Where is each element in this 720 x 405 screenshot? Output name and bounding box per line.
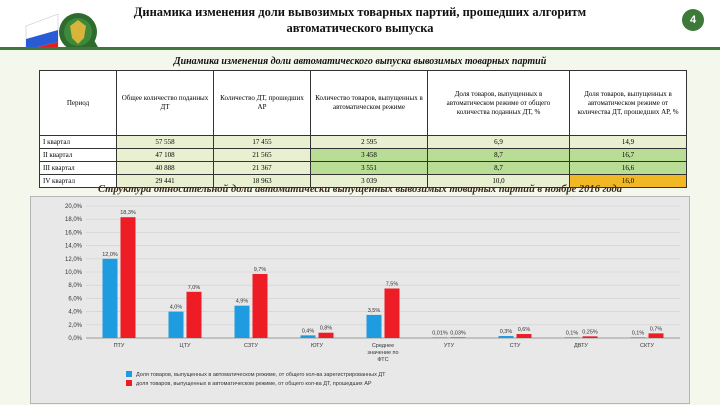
table-header-cell: Период xyxy=(40,71,117,136)
table-cell: 40 888 xyxy=(117,162,214,175)
table-cell-period: IV квартал xyxy=(40,175,117,188)
bar-blue xyxy=(433,337,448,338)
y-tick-label: 18,0% xyxy=(64,217,82,224)
slide-title xyxy=(120,4,600,36)
x-tick-label: ЮТУ xyxy=(310,343,324,349)
data-label: 0,3% xyxy=(499,329,513,336)
table-header-cell: Доля товаров, выпущенных в автоматическом режиме от количества ДТ, прошедших АР, % xyxy=(570,71,687,136)
table-cell: 6,9 xyxy=(428,136,570,149)
table-cell: 14,9 xyxy=(570,136,687,149)
legend-swatch xyxy=(126,380,132,386)
table-cell-period: II квартал xyxy=(40,149,117,162)
bar-blue xyxy=(367,315,382,338)
page-number-badge: 4 xyxy=(682,9,704,31)
data-label: 7,5% xyxy=(385,281,399,288)
data-label: 18,3% xyxy=(120,210,136,217)
x-tick-label: Среднее xyxy=(371,343,395,349)
y-tick-label: 10,0% xyxy=(64,270,82,276)
table-cell-period: III квартал xyxy=(40,162,117,175)
table-title: Динамика изменения доли автоматического выпуска вывозимых товарных партий xyxy=(173,56,547,67)
slide-header xyxy=(0,0,720,50)
table-cell: 16,0 xyxy=(570,175,687,188)
x-tick-label: ПТУ xyxy=(113,343,125,349)
table-cell: 3 551 xyxy=(311,162,428,175)
data-label: 0,01% xyxy=(432,330,448,337)
table-header-cell: Количество ДТ, прошедших АР xyxy=(214,71,311,136)
x-tick-label: СЗТУ xyxy=(244,343,258,349)
x-tick-label: УТУ xyxy=(443,343,455,349)
bar-blue xyxy=(235,306,250,338)
table-row xyxy=(40,136,687,149)
table-cell: 47 108 xyxy=(117,149,214,162)
table-header-row xyxy=(40,71,687,136)
bar-red xyxy=(187,292,202,338)
bar-red xyxy=(121,217,136,338)
legend-label: Доля товаров, выпущенных в автоматическом режиме, от общего кол-ва зарегистрированных ДТ xyxy=(136,372,386,378)
y-tick-label: 0,0% xyxy=(68,336,82,342)
data-label: 0,25% xyxy=(582,329,598,336)
table-cell: 8,7 xyxy=(428,149,570,162)
x-tick-label: значение по xyxy=(367,350,399,356)
bar-blue xyxy=(499,336,514,338)
quarterly-table xyxy=(39,70,687,188)
bar-blue xyxy=(169,312,184,338)
bar-blue xyxy=(103,259,118,338)
table-cell: 3 458 xyxy=(311,149,428,162)
bar-red xyxy=(451,337,466,338)
table-cell: 10,0 xyxy=(428,175,570,188)
slide-title-line1: Динамика изменения доли вывозимых товарных партий, прошедших алгоритм xyxy=(133,5,587,19)
data-label: 0,1% xyxy=(631,330,645,337)
bar-chart xyxy=(30,196,688,402)
data-label: 12,0% xyxy=(102,251,118,258)
x-tick-label: ЦТУ xyxy=(179,343,191,349)
y-tick-label: 6,0% xyxy=(68,296,82,303)
x-tick-label: ДВТУ xyxy=(574,343,588,349)
data-label: 9,7% xyxy=(253,266,267,273)
table-cell: 18 963 xyxy=(214,175,311,188)
bar-red xyxy=(319,333,334,338)
y-tick-label: 16,0% xyxy=(64,230,82,237)
bar-red xyxy=(385,289,400,339)
table-row xyxy=(40,149,687,162)
data-label: 0,4% xyxy=(301,328,315,335)
data-label: 7,0% xyxy=(187,284,201,291)
data-label: 0,6% xyxy=(517,327,531,334)
data-label: 3,5% xyxy=(367,307,381,314)
bar-red xyxy=(517,334,532,338)
data-label: 0,03% xyxy=(450,330,466,337)
table-cell: 21 565 xyxy=(214,149,311,162)
data-label: 0,7% xyxy=(649,326,663,333)
y-tick-label: 4,0% xyxy=(68,309,82,316)
bar-red xyxy=(583,336,598,338)
bar-blue xyxy=(301,335,316,338)
slide-title-line2: автоматического выпуска xyxy=(286,21,434,35)
table-cell: 57 558 xyxy=(117,136,214,149)
table-header-cell: Общее количество поданных ДТ xyxy=(117,71,214,136)
data-label: 0,1% xyxy=(565,330,579,337)
table-cell: 16,7 xyxy=(570,149,687,162)
y-tick-label: 2,0% xyxy=(68,322,82,329)
x-tick-label: СКТУ xyxy=(639,343,655,349)
y-tick-label: 12,0% xyxy=(64,256,82,263)
bar-blue xyxy=(565,337,580,338)
legend-label: доля товаров, выпущенных в автоматическом режиме, от общего кол-ва ДТ, прошедших АР xyxy=(136,381,372,387)
y-tick-label: 8,0% xyxy=(68,283,82,290)
table-header-cell: Доля товаров, выпущенных в автоматическом режиме от общего количества поданных ДТ, % xyxy=(428,71,570,136)
table-cell: 29 441 xyxy=(117,175,214,188)
bar-red xyxy=(253,274,268,338)
table-cell-period: I квартал xyxy=(40,136,117,149)
x-tick-label: СТУ xyxy=(509,343,521,349)
y-tick-label: 20,0% xyxy=(64,204,82,210)
legend-swatch xyxy=(126,371,132,377)
table-cell: 16,6 xyxy=(570,162,687,175)
table-cell: 3 039 xyxy=(311,175,428,188)
data-label: 0,8% xyxy=(319,325,333,332)
table-header-cell: Количество товаров, выпущенных в автоматическом режиме xyxy=(311,71,428,136)
table-cell: 21 367 xyxy=(214,162,311,175)
y-tick-label: 14,0% xyxy=(64,243,82,250)
x-tick-label: ФТС xyxy=(377,357,389,363)
bar-blue xyxy=(631,337,646,338)
chart-title: Структура относительной доли автоматически выпущенных вывозимых товарных партий в ноябре 2016 года xyxy=(98,184,622,195)
table-row xyxy=(40,162,687,175)
table-cell: 17 455 xyxy=(214,136,311,149)
table-cell: 2 595 xyxy=(311,136,428,149)
bar-red xyxy=(649,333,664,338)
data-label: 4,0% xyxy=(169,304,183,311)
data-label: 4,9% xyxy=(235,298,249,305)
table-cell: 8,7 xyxy=(428,162,570,175)
